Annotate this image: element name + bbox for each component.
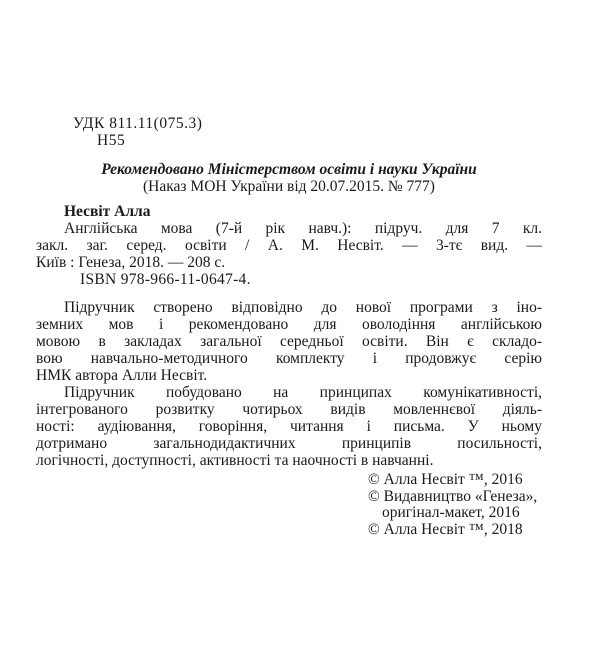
annotation-block	[36, 299, 542, 469]
bibliographic-record	[36, 220, 542, 288]
isbn-number: ISBN 978-966-11-0647-4.	[80, 271, 251, 288]
annotation-line: мовою в закладах загальної середньої освіти. Він є складо-	[36, 333, 542, 350]
annotation-line: логічності, доступності, активності та наочності в навчанні.	[36, 452, 434, 469]
copyright-line-publisher: © Видавництво «Генеза»,	[368, 487, 538, 505]
author-name: Несвіт Алла	[64, 203, 151, 220]
bibliographic-line: Київ : Генеза, 2018. — 208 с.	[36, 254, 226, 271]
classification-code: Н55	[97, 132, 126, 149]
annotation-paragraph-1	[36, 299, 542, 384]
recommendation-statement: Рекомендовано Міністерством освіти і науки України	[101, 161, 477, 178]
ministry-order-reference: (Наказ МОН України від 20.07.2015. № 777)	[143, 178, 435, 195]
bibliographic-line: Англійська мова (7-й рік навч.): підруч. для 7 кл.	[64, 220, 542, 237]
annotation-line: дотримано загальнодидактичних принципів посильності,	[36, 435, 542, 452]
annotation-line: інтегрованого розвитку чотирьох видів мовленнєвої діяль-	[36, 401, 542, 418]
annotation-paragraph-2	[36, 384, 542, 469]
annotation-line: земних мов і рекомендовано для оволодіння англійською	[36, 316, 542, 333]
bibliographic-line: закл. заг. серед. освіти / А. М. Несвіт. — 3-тє вид. —	[36, 237, 542, 254]
annotation-line: НМК автора Алли Несвіт.	[36, 367, 208, 384]
ministry-recommendation	[36, 161, 542, 195]
annotation-line: ності: аудіювання, говоріння, читання і письма. У ньому	[36, 418, 542, 435]
udc-number: УДК 811.11(075.3)	[73, 115, 203, 132]
annotation-line: Підручник побудовано на принципах комунікативності,	[64, 384, 542, 401]
copyright-line-layout: оригінал-макет, 2016	[382, 504, 520, 521]
copyright-line-author-2018: © Алла Несвіт ™, 2018	[368, 520, 523, 538]
copyright-line-author-2016: © Алла Несвіт ™, 2016	[368, 471, 523, 488]
annotation-line: Підручник створено відповідно до нової програми з іно-	[64, 299, 542, 316]
copyright-block	[368, 472, 542, 538]
annotation-line: вою навчально-методичного комплекту і продовжує серію	[36, 350, 542, 367]
